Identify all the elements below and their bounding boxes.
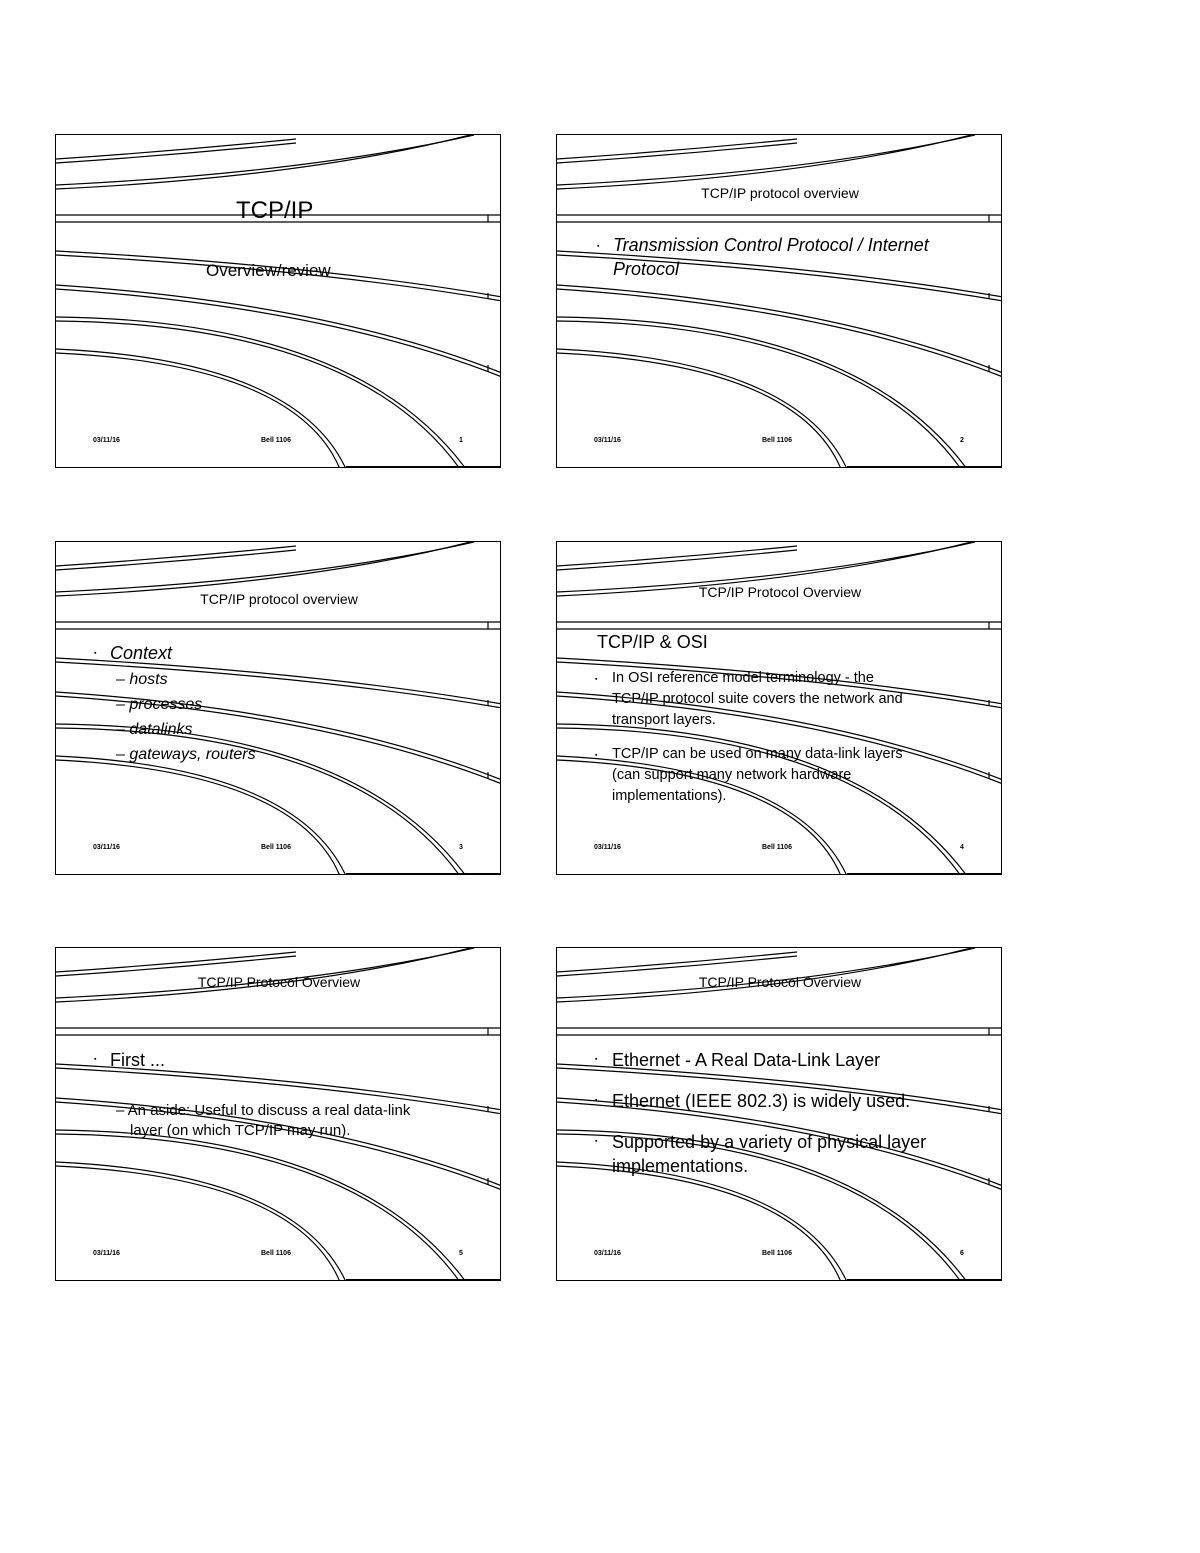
section-title: TCP/IP & OSI — [597, 632, 708, 652]
slide-subtitle: Overview/review — [206, 261, 331, 280]
bullet-marker: ▪ — [595, 1056, 598, 1063]
slide-bullet: Ethernet (IEEE 802.3) is widely used. — [612, 1091, 911, 1111]
footer-course: Bell 1106 — [762, 844, 792, 851]
footer-date: 03/11/16 — [93, 844, 120, 851]
slide-number: 4 — [960, 844, 964, 851]
slide-bullet-cont: Protocol — [613, 259, 680, 279]
bullet-line: implementations). — [612, 788, 727, 804]
aside-line: – An aside: Useful to discuss a real data-link — [116, 1102, 411, 1119]
slide-bullet: Supported by a variety of physical layer — [612, 1132, 927, 1152]
slide-number: 1 — [459, 437, 463, 444]
footer-date: 03/11/16 — [594, 844, 621, 851]
slide-4 — [556, 541, 1002, 875]
slide-title: TCP/IP — [236, 197, 314, 224]
slide-header: TCP/IP protocol overview — [701, 185, 859, 201]
footer-date: 03/11/16 — [93, 437, 120, 444]
slide-header: TCP/IP Protocol Overview — [698, 584, 862, 600]
slide-background-curves — [557, 948, 1002, 1281]
footer-date: 03/11/16 — [93, 1250, 120, 1257]
footer-course: Bell 1106 — [261, 1250, 291, 1257]
bullet-marker: ▪ — [94, 1056, 97, 1063]
slide-header: TCP/IP protocol overview — [200, 591, 358, 607]
bullet-line: TCP/IP can be used on many data-link layers — [612, 746, 903, 762]
footer-course: Bell 1106 — [261, 437, 291, 444]
slide-6 — [556, 947, 1002, 1281]
slide-bullet: First ... — [110, 1050, 165, 1070]
slide-background-curves — [56, 135, 501, 468]
sub-item: – processes — [116, 696, 203, 713]
footer-course: Bell 1106 — [762, 437, 792, 444]
slide-bullet: Context — [110, 643, 173, 663]
slide-bullet-cont: implementations. — [612, 1156, 749, 1176]
bullet-marker: ▪ — [595, 1138, 598, 1145]
bullet-line: In OSI reference model terminology - the — [612, 670, 874, 686]
sub-item: – datalinks — [116, 721, 193, 738]
bullet-line: transport layers. — [612, 712, 716, 728]
slide-header: TCP/IP Protocol Overview — [197, 974, 361, 990]
sub-item: – gateways, routers — [116, 746, 256, 763]
slide-number: 2 — [960, 437, 964, 444]
bullet-marker: ▪ — [595, 752, 598, 759]
slide-bullet: Ethernet - A Real Data-Link Layer — [612, 1050, 881, 1070]
aside-line: layer (on which TCP/IP may run). — [130, 1122, 351, 1139]
slide-number: 3 — [459, 844, 463, 851]
slide-5 — [55, 947, 501, 1281]
footer-course: Bell 1106 — [762, 1250, 792, 1257]
bullet-marker: ▪ — [595, 1097, 598, 1104]
slide-header: TCP/IP Protocol Overview — [698, 974, 862, 990]
slide-bullet: Transmission Control Protocol / Internet — [613, 235, 929, 255]
slide-1 — [55, 134, 501, 468]
footer-course: Bell 1106 — [261, 844, 291, 851]
slide-3 — [55, 541, 501, 875]
slide-number: 5 — [459, 1250, 463, 1257]
bullet-marker: ▪ — [597, 243, 600, 250]
sub-item: – hosts — [116, 671, 168, 688]
bullet-line: TCP/IP protocol suite covers the network and — [612, 691, 903, 707]
slide-number: 6 — [960, 1250, 964, 1257]
footer-date: 03/11/16 — [594, 1250, 621, 1257]
bullet-marker: ▪ — [94, 650, 97, 657]
bullet-marker: ▪ — [595, 676, 598, 683]
bullet-line: (can support many network hardware — [612, 767, 852, 783]
footer-date: 03/11/16 — [594, 437, 621, 444]
slide-2 — [556, 134, 1002, 468]
